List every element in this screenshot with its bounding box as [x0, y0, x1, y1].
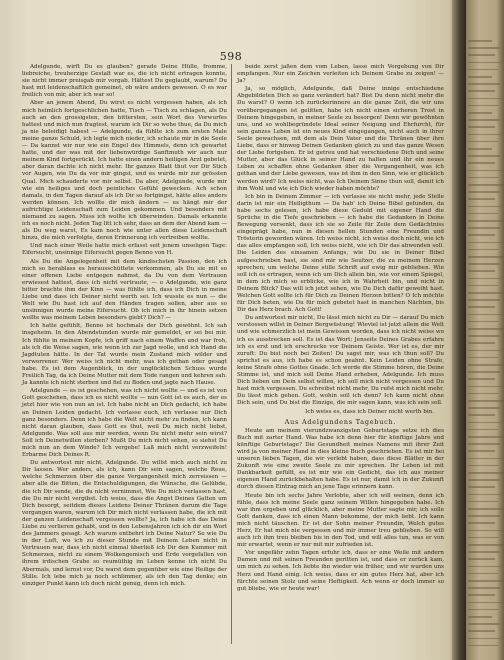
paragraph: Als Du die Angelegenheit mit dem kindischsten Passion, den ich mich so herablass es herausschüttete verkommen, als Du sie mit so einer offenen Liebe entgegen nahmst, da Du von dem Vertrauen erwiesest hattest, dass ich nicht vertraute, — o Adelgunde, wie ganz bitter brachte ihm der Kinn — was fühlte ich, dass ich Dich in meine Liebe und dass ich Deiner nicht werth sei. Ich wusste es nun — die Welt wie Du hast ich auf den Händen tragen sollen, aber aus so unsinnigen wurde meine Eifersucht. Ob ich mich in ihr hinein setzen wollte was meinem Leben besonders giebt? Dich? — [22, 258, 227, 322]
facing-page-text-line [468, 580, 504, 582]
facing-page-text-line [468, 616, 492, 618]
facing-page-text-line [468, 623, 500, 625]
facing-page-text-line [468, 573, 498, 575]
facing-page-text-line [468, 602, 503, 604]
paragraph: Ja, so möglich, Adelgunde, daß Deine innige entschiedene Abgebildeten Dich so ganz verändert hat? Bist Du denn nicht mehr die Du warst? O wenn ich zurückerinnere an die ganze Zeit, die wir uns vorübergegangen ist gelitten, habe ich nicht einen sicheren Trost in Deinem hingegeben, in meiner Seele zu besorgen! Denn wir gewöhnten uns, und so wohlbegründete Ideal seiner Neigung und Ehrfurcht, für sein ganzes Leben ist ein neues Kind eingegangen, nicht auch in ihrer Seele gewachsen, mit dem als Dein Vater und die Thränen über ihre Liebe, dass er hinweg Deinen Gedanken gleich zu und das ganze Wesen der Liebe fortgehen. Er ist getreu und hat verschiedene Dich und seine Mutter, aber das Glück in seiner Hand zu halten und ihr ein neues Leben zu schaffen ohne Gedanken über die Vergangenheit, was ich gethan und der Liebe gewesen, was ist ihm in den Sinn, wie er glücklich werden wird? Ich weiss nicht, was Ich Deinem Sinne thun soll, damit ich ihm Wohl und wie ich Dich wieder haben möchte? [237, 86, 444, 192]
facing-page-text-line [468, 407, 500, 409]
facing-page-text-line [468, 371, 500, 373]
facing-page-text-line [468, 162, 495, 164]
facing-page-text-line [468, 83, 500, 85]
facing-page-text-line [468, 443, 500, 445]
facing-page-text-line [468, 429, 498, 431]
right-column [237, 64, 444, 593]
facing-page-text-line [468, 450, 495, 452]
facing-page-text-line [468, 69, 498, 71]
facing-page-text-line [468, 378, 495, 380]
diary-paragraph: Vor ungefähr zehn Tagen erfuhr ich, dass er eine Weile mit andern Damen und mit seinen Freunden geritten ist, und dass er zurück kam, um mich zu sehen. Ich liebte ihn wieder wie früher, und wir wurden uns Herz und Hand einig. Ich weiss, dass er ein gutes Herz hat, aber ich fürchte seinen Stolz und seine Heftigkeit. Ach wenn er doch immer so gut bliebe, wie er heute war! [237, 550, 444, 592]
facing-page-text-line [468, 558, 495, 560]
diary-paragraph: Heute am meinem vierundzwanzigsten Geburtstage setze ich dies Buch mit zarter Hand. Was habe ich denn hier für künftige Jahre und künftige Geburtstage? Die Gesundheit meines Namens mit ihrer Zeit wird ja von meiner Hand in dies kleine Buch geschrieben. Es ist mir bei unseren lieben Tagen, die wir verlebt haben, dass diese Blätter in der Zukunft wie eine zweite Seele zu mir sprechen. Ihr Leben ist mit Dankbarkeit gefüllt, es ist mir wie ein Gedicht, das ich aus meiner eigenen Hand zurückbehalten habe. Es ist nur, damit ich in der Zukunft durch diesen Eintrag mich an jene Tage erinnern kann. [237, 427, 444, 491]
facing-page-text-line [468, 566, 503, 568]
facing-page-text-line [468, 242, 503, 244]
facing-page-text-line [468, 206, 503, 208]
facing-page-text-line [468, 198, 495, 200]
column-divider [231, 64, 232, 644]
facing-page-text-line [468, 256, 504, 258]
facing-page-text-line [468, 299, 500, 301]
facing-page-text-line [468, 170, 503, 172]
facing-page-text-line [468, 515, 500, 517]
section-heading: Aus Adelgundens Tagebuch. [284, 417, 397, 426]
facing-page-text-line [468, 134, 503, 136]
facing-page-text-line [468, 119, 500, 121]
facing-page-text-line [468, 342, 495, 344]
paragraph: Ich bin in Deinem Zimmer — ich verlasse sie nicht mehr, jede Stelle darin ist mir ein Heiligthum — Da hab' ich Deine Bibel gefunden, da habe sechs gelesen, ich habe diese Geduld mit eigener Hand die Sprüche in die Tiefe geschrieben — ich habe die Gedanken in Deine Bewegung versenkt, dass ich sie so Zeile für Zeile dem Gedächtniss eingeprägt habe, nun in diesen hellen Stunden eine Freundin und Trösterin geworden wären. Ich weiss nicht, ich weiss doch nicht, wie ich das alles empfangen soll, Ich weiss nicht, wie ich Dir das abwenden soll. Die Leiden des einsamen Anfangs, wie Du sie in Deiner Bibel aufgeschrieben hast, sie sind mir wie Seufzer, die zu meinem Herzen sprechen; um welche Deine stille Schrift auf ewig mir geblieben. Wie soll ich es ertragen, wenn ich um Dich allein bin, wie vor einem Spiegel, in dem ich mich so erblicke, wie ich in Wahrheit bin, und nicht in Deinem Blick? Das will ich jetzt sehen, wie Du Dich dafür geweiht hast. Welchen Gott sollte ich für Dich zu Deinen Herzen bitten? O Ich möchte für Dich beten, wie Du für mich gebetet hast in manchen Nächten, bis Dir das Herz brach. Ach Gott! [237, 193, 444, 314]
facing-page-text-line [468, 105, 498, 107]
facing-page-text-line [468, 530, 503, 532]
facing-page-text-line [468, 472, 504, 474]
facing-page-text-line [468, 191, 500, 193]
diary-paragraph: Heute bin ich sechs Jahre Verlobte, aber ich will weinen, denn ich fühle, dass ich meine Seele ganz seinem Willen hingegeben habe. Ich war ihm ergeben und glücklich, aber meine Mutter sagte mir, ich solle Gott danken, dass ich einen Mann bekomme, der mich liebt. Ich kann mich nicht täuschen. Er ist der Sohn meiner Freundin, Welch gutes Herz, Er hat mich nie vergessen und mir immer treu geblieben. So will auch ich ihm treu bleiben bis in den Tod, und will alles tun, was er von mir erwartet, wenn er nur mit mir zufrieden ist. [237, 492, 444, 549]
facing-page-text-line [468, 494, 503, 496]
facing-page-text-line [468, 220, 504, 222]
facing-page-text-line [468, 630, 495, 632]
facing-page-text-line [468, 126, 495, 128]
paragraph: Du antwortest mir nicht, Adelgunde. Du willst mich auch nicht zu Dir lassen. Wer anders, als ich, kann Dir sein sagen, welche Reue, welche Schmerzen über die ganze Vergangenheit mich zerreissen — aber alle die Bitten, die Entschuldigungen, die Wünsche, die Gelübde, die ich Dir sende, die du nicht vernimmst, Wie Du mich verlassen hast, die Du mir nicht vergibst. Ich weiss, dass die Angst Deines Gatten um Dich besorgt, seitdem dieses Leidens Deiner Thränen darum die Tage vergangen waren, warum ich Dir mich nicht verlassen habe, die ich mit der ganzen Leidenschaft vergessen wollte? Ja, ich habe ich das Deine Liebe zu verlieren gehabt, und in den Lebensjahren ich ich dir ein Wort des Jammers gesagt. Ach warum entbehrt ich Deine Natur? So wie Du in der Luft, wo ich zu dieser Stunde mit Deinem Leben nicht in Vertrauen war, dass ich nicht einmal überließ ich Dir den Kummer mit Schmerzen, nicht zu einem Wolkengemisch und Erde vorgefallen von ihrem irdischen Grabe so reumüthig im Leben kenne ich nicht Du Abermals, und lernst vor, Du warst dem gegenüber wie eine Heilige der Stille. Ich lebe mich ja noch schlimmer, als ich den Tag denke; ein einziger Punkt kann ich doch nicht genug, denn ich mich. [22, 460, 227, 587]
facing-page-text-line [468, 278, 503, 280]
facing-page-text-line [468, 414, 495, 416]
facing-page-text-line [468, 364, 504, 366]
facing-page-text-line [468, 76, 492, 78]
facing-page-text-line [468, 594, 495, 596]
facing-page-text-line [468, 285, 498, 287]
facing-page-text-line [468, 98, 503, 100]
signature-line: Ich weiss es, dass ich Deiner nicht werth bin. [305, 408, 434, 415]
facing-page-text-line [468, 501, 498, 503]
facing-page-text-line [468, 62, 503, 64]
paragraph: Adelgunde, wirft Du es glauben? gerade Deine Hülle, fromme, liebreiche, treuherzige Gestalt war es, die ich nicht ertragen konnte, sie nicht immer preisgab mir vorgab. Hättest Du geglaubt, warum? Du hast mit leidenschaftlich gemeinet, ob wäre anders gewesen. O es war freilich von mir, aber ich war so! [22, 64, 227, 99]
facing-page-text-line [468, 321, 498, 323]
facing-page-text-line [468, 386, 503, 388]
facing-page-text-line [468, 486, 495, 488]
facing-page-text-line [468, 335, 500, 337]
facing-page-text-line [468, 249, 498, 251]
facing-page-text-line [468, 141, 498, 143]
facing-page-edge [466, 0, 504, 660]
book-gutter [452, 0, 466, 660]
facing-page-text-line [468, 270, 495, 272]
facing-page-text-line [468, 112, 492, 114]
facing-page-text-line [468, 90, 495, 92]
facing-page-text-line [468, 40, 492, 42]
facing-page-text-line [468, 177, 498, 179]
facing-page-text-line [468, 544, 504, 546]
facing-page-text-line [468, 436, 504, 438]
facing-page-text-line [468, 609, 498, 611]
facing-page-text-line [468, 314, 503, 316]
facing-page-text-line [468, 551, 500, 553]
facing-page-text-line [468, 213, 498, 215]
facing-page-text-line [468, 508, 504, 510]
facing-page-text-line [468, 537, 498, 539]
facing-page-text-line [468, 227, 500, 229]
facing-page-text-line [468, 292, 504, 294]
facing-page-text-line [468, 645, 498, 647]
facing-page-text-line [468, 522, 495, 524]
facing-page-text-line [468, 155, 500, 157]
paragraph: Und nach einer Weile hatte mich erfasst seit jenem unseligen Tage: Eifersucht, unsinnige Eifersucht gegen Benno von H. [22, 243, 227, 257]
facing-page-text-line [468, 350, 503, 352]
paragraph: Aber an jenem Abend, Du wirst es nicht vergessen haben, als ich mich heimlich fortgeschlichen hatte, Tisch — Tisch zu schlagen, als Du auch an den grossigsten, den bittersten, sein Wort des Vorwurfes hattest und mich nun fragtest, warum ich Dir so wehe thue, da Du mich ja nie beleidigt habest — Adelgunde, da fühlte ich zum ersten Male meine ganze Schuld, ich legte mich nieder, ich schaute mir in die Seele — Da kannst wir nur wie ein Engel des Himmels, denn ich gewartet hatte, und der was mit der liebenwürdige Sanftmuth wir auch nur meinem Kind fortgerückt. Ich hatte einen andern heiligen Arzt gebetet, aber daran dachte ich nicht mehr. Ihr ganzes Blatt thut vor Dir Stich vor Augen, wie Du da vor mir gingst, und es wurde mir zur grössten Qual. Mich schauderte vor mir selbst. Da aber, Adelgunde, wurde mir wie ein heiliges und doch peinliches Gefühl gewecken. Ach schon damals, in den Tagen darauf als ich Dir so fortgingst, hätte alles anders werden können. Ich wollte dir mich ändern — es hängt mir der aufrichtige Leidenschaft zum Leiden gekommen. Und besonders mit niemand zu sagen. Muss ich wollte ich überwinden. Damals erkannte ich es noch nicht. Jeden Tag litt ich sehr, dass an dem der Abend kam — als Du weg warst, Es kam noch wie unter allen diese Leidenschaft hinzu, die mich verfolgte, deren Erinnerung ich vertreiben wollte. [22, 100, 227, 242]
facing-page-text-line [468, 47, 500, 49]
facing-page-text-line [468, 357, 498, 359]
left-column [22, 64, 227, 588]
facing-page-text-line [468, 465, 498, 467]
facing-page-text-line [468, 422, 503, 424]
facing-page-text-line [468, 479, 500, 481]
paragraph: beide zerst jaßen dem vom Leben, lasse mich Vergebung von Dir empfangen. Nur ein Zeichen verleiten ich Deinem Grabe zu zeigen! — Ja? [237, 64, 444, 85]
page-number: 598 [219, 50, 243, 63]
facing-page-text-line [468, 587, 500, 589]
facing-page-text-line [468, 263, 500, 265]
facing-page-text-line [468, 400, 504, 402]
facing-page-text-line [468, 54, 495, 56]
facing-page-text-line [468, 638, 503, 640]
facing-page-text-line [468, 458, 503, 460]
facing-page-text-line [468, 306, 495, 308]
paragraph: Ich hatte gefühlt, Benno ist hochmals der Dich gewöhnt. Ich sah insgeheim. In den Abendstunden wurde mir gemeldet, er sei bei mir. Ich fühlte in meinem Kopfe, ich griff nach einem Waffen und war froh, als ich die Weise sagen, wie wenn ich zur Jagd wolle, und ich Hand die Jagdtuten hätte. In der Tat wurde mein Zustand mich wilder und verworrener. Wer weiss ich nicht mehr, was ich gethan oder gesagt habe. Es ist dem Augenblick, in der unglücklichen Schuss wurde Freilich Tag, da ich Deine Mutter mit dem Tode rangen und kehren sah. Ja kannte ich nicht sterben und fiel zu Boden und jagte nach Hause. [22, 323, 227, 387]
facing-page-text-line [468, 328, 504, 330]
paragraph: Du antwortest mir nicht, Du lässt mich nicht zu Dir — darauf Du mich verstossen willst in Deiner Bergwüstung! Wieviel ist jetzt allein die Welt und wie schmerzlich ist mein Gewissen worden, dass ich nicht weiss wo ich es ausstrecken soll. Es ist das Wort: Jenseits Deines Grabes erfahre ich es erst und ich erschrecke vor Deinem Geiste. Wer ist es, der mir zuruft: Du bist noch bei Zeiten! Du sagst mir, was ich thun soll? Du sprichst es aus, ich habe es schon geahnt. Kein Leiden ohne Strafe, keine Strafe ohne Gottes Gnade. Ich werde die Stimme hören, die Deine Stimme ist, und mich soll Deine Hand erheben, Adelgunde. Ich muss Dich lieben um Dein selbst willen, ich soll mich nicht vergessen und Du hast mich vergessen. Du schreibst nicht mehr, Du rufst mich nicht mehr, Du lässt mich gehen. Gott, wohin soll ich denn? Ich kann nicht ohne Dich sein, und Du bist die Einzige, die mir sagen kann, was ich sein soll. [237, 315, 444, 407]
facing-page-text-line [468, 184, 504, 186]
facing-page-text-line [468, 393, 498, 395]
facing-page-text-line [468, 234, 495, 236]
facing-page-text-line [468, 148, 492, 150]
paragraph: Adelgunde — es ist geschehen, was ich nicht wollte — und es ist von Gott geschehen, dass ich es nicht wollte — nun Gott ist es auch, der es jetzt hier wie von nun an ist. Ich habe nicht an Dich gedacht, ich habe an Deinen Leiden gedacht. Ich verlasse euch, ich verlasse nur Dich ganz besonders. Denn ich habe die Welt nicht mehr zu finden, ich kann nicht daran glauben, dass Gott es thut, weil Du mich nicht liebst, Adelgunde. Was soll aus mir werden, wenn Du nicht mehr sein wirst? Soll ich Deinetwillen sterben? Mußt Du mich nicht sehen, so siehst Du mich nun an dem Winde? Ich vergebe! Laß mich nicht verzweifeln! Erbarme Dich Deines R. [22, 388, 227, 459]
